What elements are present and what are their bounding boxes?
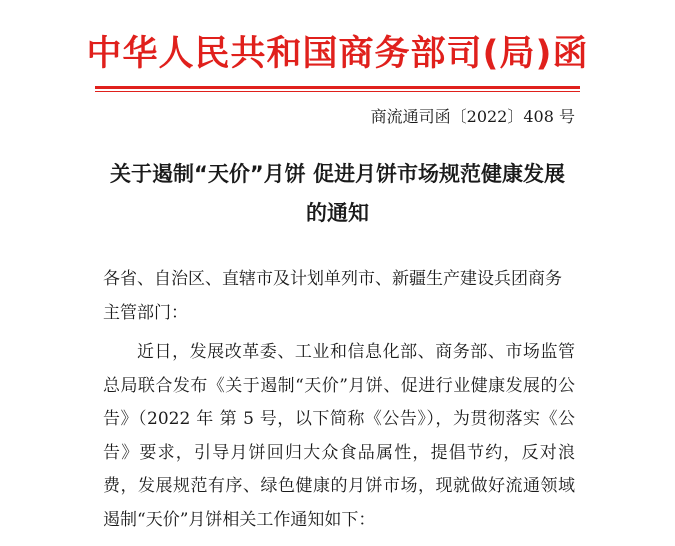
document-title-line-2: 的通知 <box>306 201 369 225</box>
body-paragraph: 近日，发展改革委、工业和信息化部、商务部、市场监管总局联合发布《关于遏制“天价”月饼、促进行业健康发展的公告》（2022 年 第 5 号，以下简称《公告》），为贯彻落实《公告》要求，引导月饼回归大众食品属性，提倡节约，反对浪费，发展规范有序、绿色健康的月饼市场，现就做好流通领域遏制“天价”月饼相关工作通知如下： <box>103 342 575 530</box>
masthead-rule-thick <box>95 86 580 89</box>
document-number: 商流通司函〔2022〕408 号 <box>370 107 575 126</box>
masthead-title: 中华人民共和国商务部司(局)函 <box>86 34 589 74</box>
masthead-rule-thin <box>95 91 580 92</box>
addressee: 各省、自治区、直辖市及计划单列市、新疆生产建设兵团商务主管部门： <box>103 269 562 323</box>
document-title-line-1: 关于遏制“天价”月饼 促进月饼市场规范健康发展 <box>110 162 565 186</box>
